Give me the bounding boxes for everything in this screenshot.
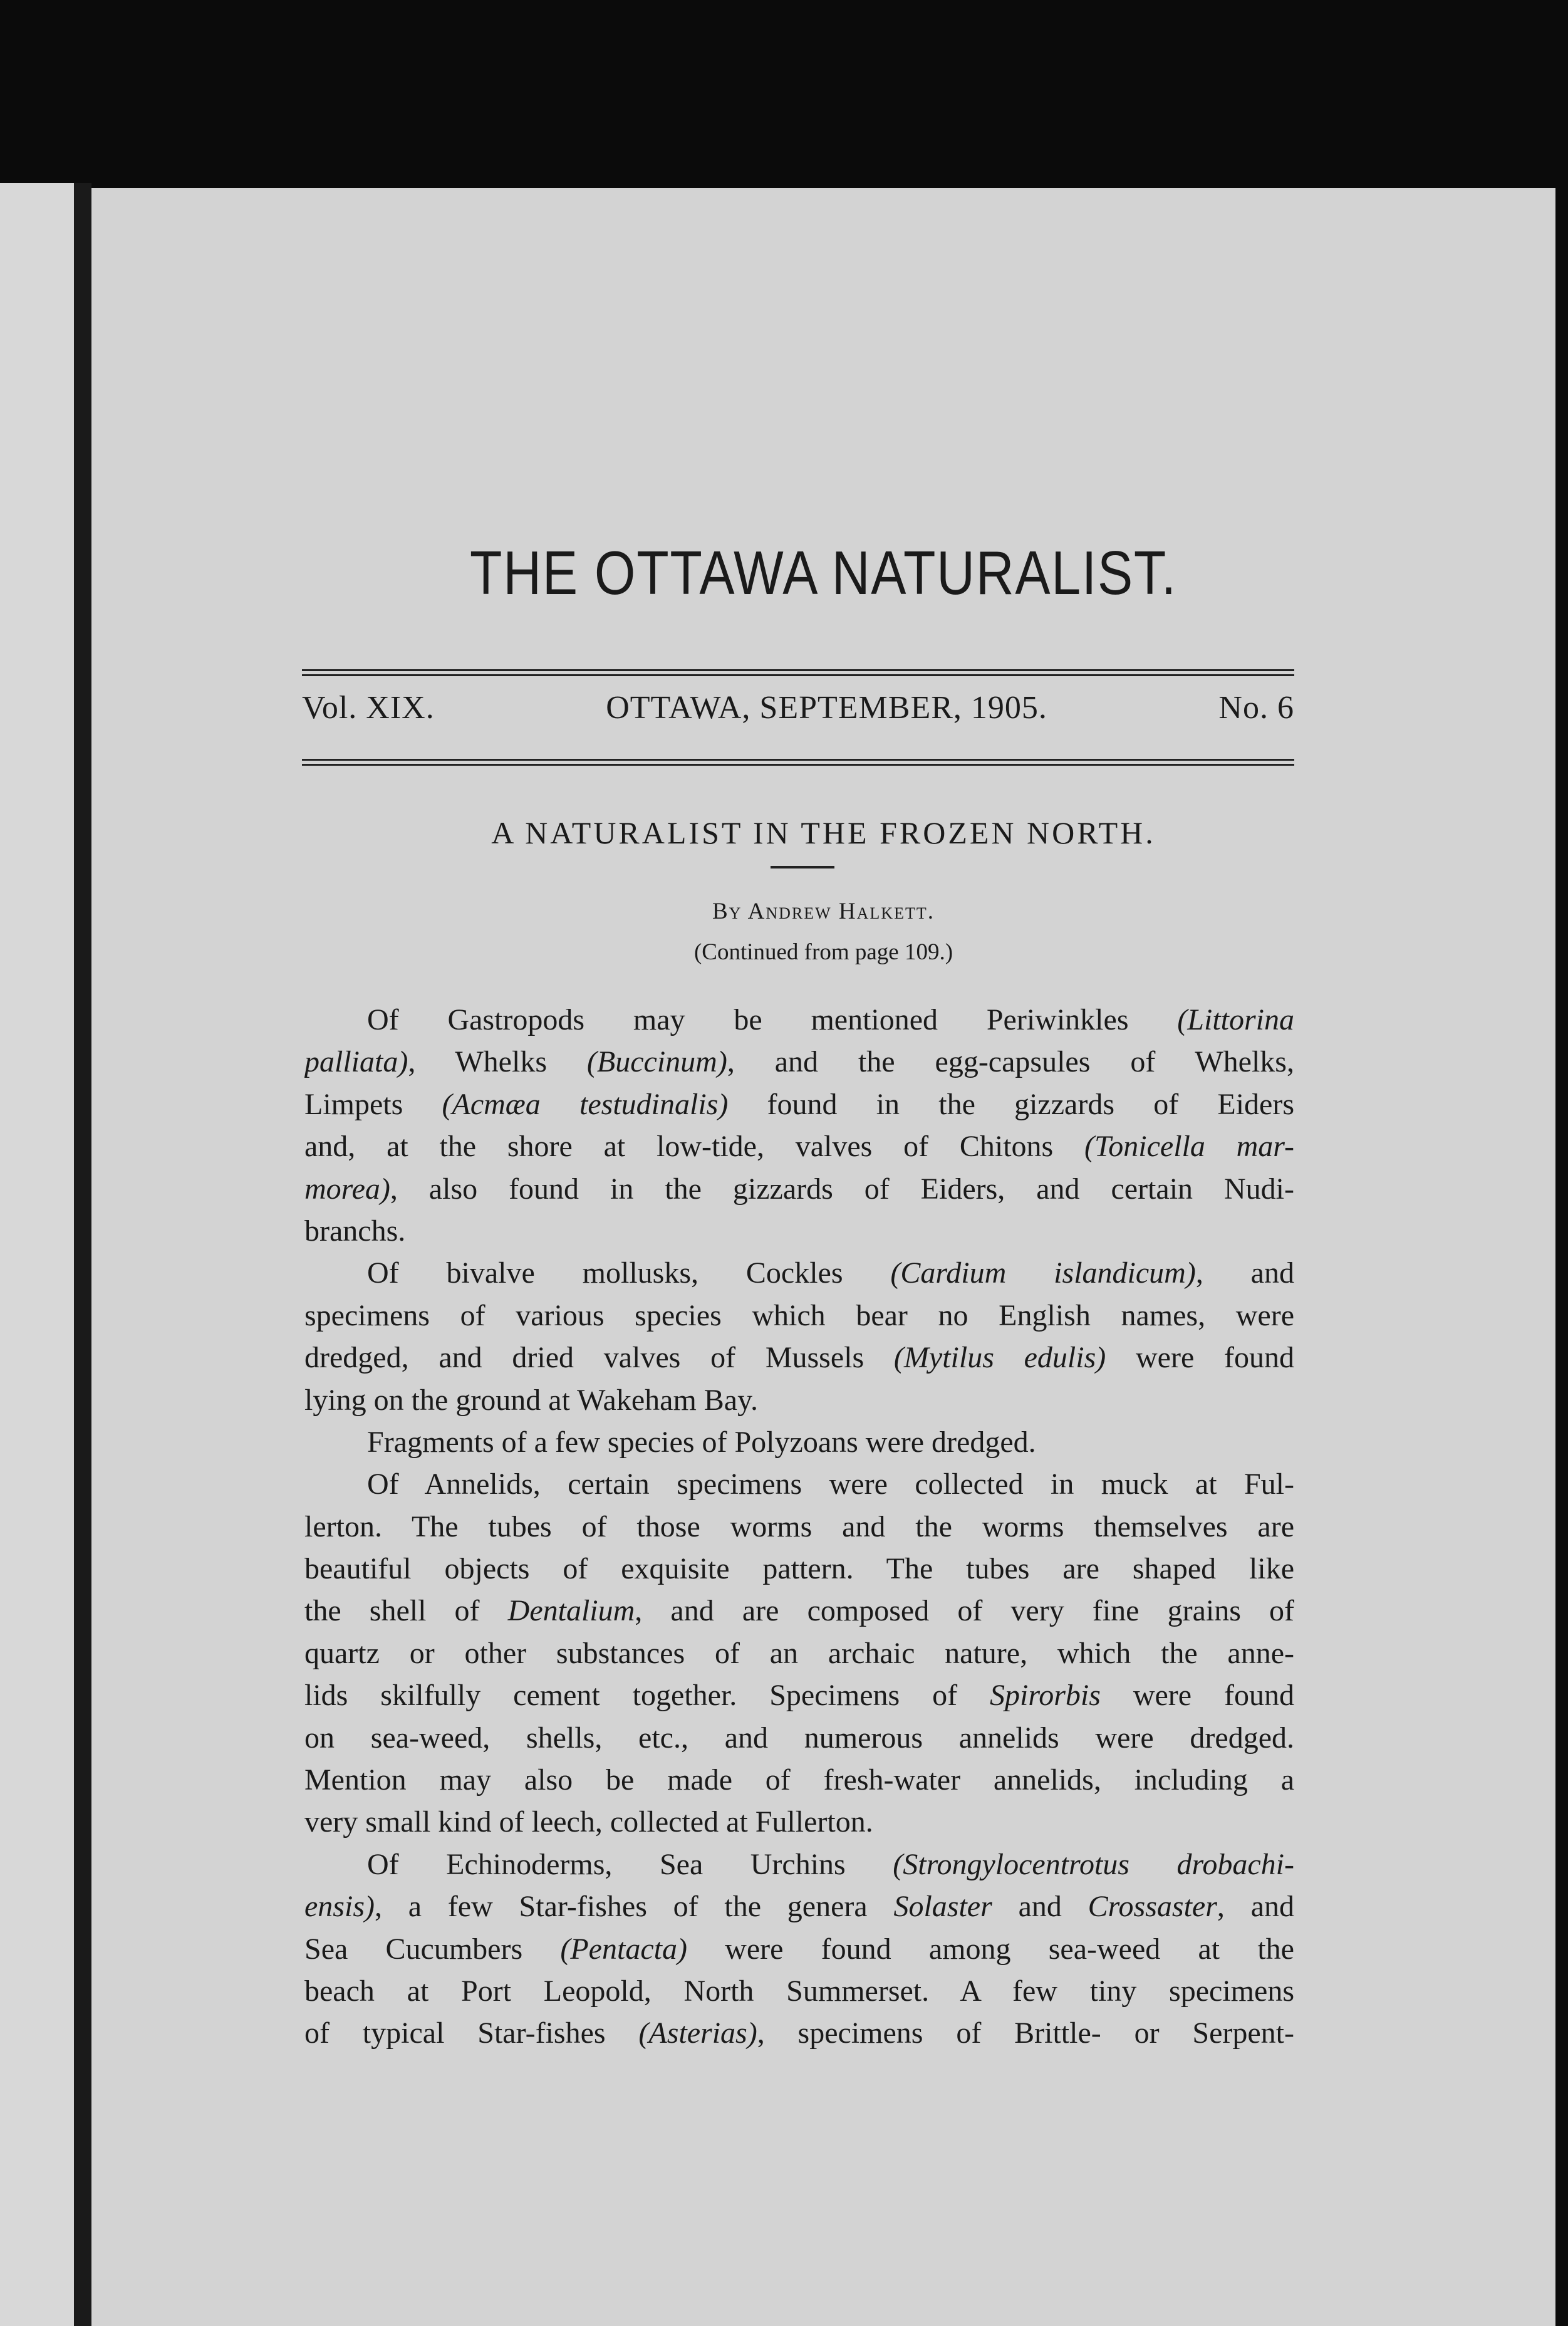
- text-run: specimens of various species which bear no English names, were: [304, 1298, 1294, 1332]
- text-run: beautiful objects of exquisite pattern. The tubes are shaped like: [304, 1552, 1294, 1586]
- text-line: [304, 1125, 1294, 1167]
- italic-term: ensis): [304, 1890, 375, 1924]
- text-line: [304, 1928, 1294, 1970]
- italic-term: (Cardium islandicum): [890, 1256, 1196, 1290]
- text-run: and: [992, 1890, 1088, 1924]
- article-title: A NATURALIST IN THE FROZEN NORTH.: [491, 815, 1156, 850]
- issue-number: No. 6: [1218, 690, 1294, 726]
- text-run: dredged, and dried valves of Mussels: [304, 1341, 894, 1375]
- issue-line: [302, 692, 1294, 724]
- italic-term: (Pentacta): [560, 1932, 687, 1966]
- text-run: lerton. The tubes of those worms and the worms themselves are: [304, 1510, 1294, 1543]
- italic-term: (Buccinum): [586, 1045, 727, 1079]
- text-run: , a few Star-fishes of the genera: [374, 1890, 894, 1924]
- italic-term: Dentalium: [507, 1594, 635, 1628]
- text-line: [304, 1759, 1294, 1801]
- text-run: Of Annelids, certain specimens were collected in muck at Ful-: [367, 1468, 1294, 1501]
- text-line: [304, 1083, 1294, 1125]
- text-run: found in the gizzards of Eiders: [728, 1087, 1294, 1121]
- text-line: [304, 1041, 1294, 1083]
- italic-term: (Asterias): [638, 2016, 757, 2050]
- article-body: [304, 999, 1294, 2055]
- text-run: were found: [1100, 1679, 1294, 1713]
- text-line: [304, 1252, 1294, 1294]
- text-run: Of Gastropods may be mentioned Periwinkles: [367, 1003, 1178, 1036]
- text-line: [304, 1463, 1294, 1505]
- text-run: , and the egg-capsules of Whelks,: [727, 1045, 1294, 1079]
- journal-page: [91, 188, 1555, 2326]
- italic-term: palliata): [304, 1045, 408, 1079]
- continued-note: (Continued from page 109.): [693, 939, 953, 965]
- volume-number: Vol. XIX.: [302, 690, 435, 726]
- italic-term: Spirorbis: [989, 1679, 1101, 1713]
- italic-term: Solaster: [893, 1890, 992, 1924]
- text-line: [304, 1590, 1294, 1632]
- italic-term: (Mytilus edulis): [893, 1341, 1106, 1375]
- text-line: [304, 1885, 1294, 1927]
- text-run: branchs.: [304, 1214, 406, 1248]
- issue-place-date: OTTAWA, SEPTEMBER, 1905.: [606, 690, 1047, 726]
- text-run: of typical Star-fishes: [304, 2016, 639, 2050]
- text-run: , and are composed of very fine grains of: [635, 1594, 1294, 1628]
- text-line: [304, 1421, 1294, 1463]
- title-divider: [771, 866, 834, 868]
- facing-page-edge: [0, 183, 74, 2326]
- article-byline: By Andrew Halkett.: [712, 899, 935, 924]
- text-line: [304, 1970, 1294, 2012]
- text-run: quartz or other substances of an archaic nature, which the anne-: [304, 1636, 1294, 1670]
- text-run: and, at the shore at low-tide, valves of Chitons: [304, 1130, 1084, 1164]
- text-run: Mention may also be made of fresh-water annelids, including a: [304, 1763, 1294, 1797]
- text-line: [304, 1337, 1294, 1379]
- italic-term: (Littorina: [1177, 1003, 1294, 1036]
- text-line: [304, 1506, 1294, 1548]
- text-run: , also found in the gizzards of Eiders, and certain Nudi-: [390, 1172, 1294, 1206]
- double-rule-bottom-a: [302, 759, 1294, 761]
- text-run: were found: [1106, 1341, 1294, 1375]
- text-run: Limpets: [304, 1087, 442, 1121]
- italic-term: (Tonicella mar-: [1084, 1130, 1294, 1164]
- text-run: Fragments of a few species of Polyzoans were dredged.: [367, 1425, 1036, 1459]
- double-rule-top-b: [302, 674, 1294, 676]
- italic-term: (Acmæa testudinalis): [442, 1087, 729, 1121]
- text-line: [304, 1632, 1294, 1674]
- text-run: Of Echinoderms, Sea Urchins: [367, 1847, 893, 1881]
- text-line: [304, 1674, 1294, 1716]
- text-run: , and: [1217, 1890, 1294, 1924]
- text-line: [304, 1210, 1294, 1252]
- text-run: Sea Cucumbers: [304, 1932, 561, 1966]
- text-run: , specimens of Brittle- or Serpent-: [757, 2016, 1294, 2050]
- text-line: [304, 1295, 1294, 1337]
- text-line: [304, 1379, 1294, 1421]
- text-run: on sea-weed, shells, etc., and numerous annelids were dredged.: [304, 1721, 1294, 1755]
- text-run: , Whelks: [408, 1045, 587, 1079]
- journal-masthead: THE OTTAWA NATURALIST.: [470, 538, 1177, 607]
- text-line: [304, 999, 1294, 1041]
- italic-term: morea): [304, 1172, 390, 1206]
- text-run: the shell of: [304, 1594, 508, 1628]
- text-line: [304, 1168, 1294, 1210]
- text-line: [304, 1717, 1294, 1759]
- double-rule-top-a: [302, 669, 1294, 671]
- text-line: [304, 1548, 1294, 1590]
- text-line: [304, 1801, 1294, 1843]
- text-line: [304, 1844, 1294, 1885]
- text-run: lying on the ground at Wakeham Bay.: [304, 1383, 758, 1417]
- italic-term: (Strongylocentrotus drobachi-: [893, 1847, 1294, 1881]
- text-run: Of bivalve mollusks, Cockles: [367, 1256, 891, 1290]
- text-run: very small kind of leech, collected at Fullerton.: [304, 1805, 873, 1839]
- text-run: , and: [1195, 1256, 1294, 1290]
- italic-term: Crossaster: [1088, 1890, 1217, 1924]
- text-run: were found among sea-weed at the: [687, 1932, 1294, 1966]
- gutter-shadow: [74, 183, 91, 2326]
- text-line: [304, 2012, 1294, 2054]
- double-rule-bottom-b: [302, 764, 1294, 766]
- text-run: lids skilfully cement together. Specimens of: [304, 1679, 990, 1713]
- text-run: beach at Port Leopold, North Summerset. A few tiny specimens: [304, 1974, 1294, 2008]
